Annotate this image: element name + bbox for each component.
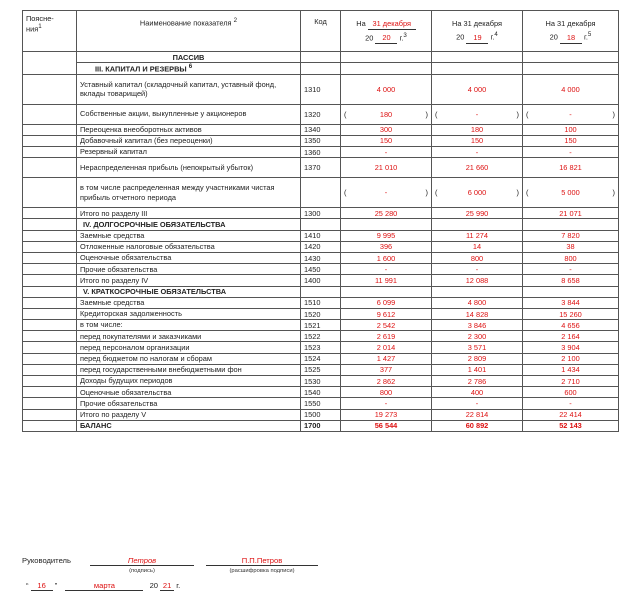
note-cell: [23, 104, 77, 124]
table-row: [23, 252, 619, 263]
value-3: 7 820: [523, 230, 619, 241]
value-2: 2 786: [432, 376, 523, 387]
note-cell: [23, 320, 77, 331]
empty-cell: [523, 286, 619, 297]
row-code: 1360: [301, 147, 341, 158]
col-date2-header: На 31 декабря 20 19 г.$^4$: [432, 11, 523, 52]
value-1: 56 544: [341, 420, 432, 431]
empty-cell: [341, 219, 432, 230]
value-3: -: [523, 147, 619, 158]
section-row: [23, 63, 619, 74]
note-cell: [23, 147, 77, 158]
table-row: [23, 178, 619, 208]
row-name: Прочие обязательства: [77, 398, 301, 409]
note-cell: [23, 398, 77, 409]
table-row: [23, 74, 619, 104]
col-date1-header: На 31 декабря 20 20 г.$^3$: [341, 11, 432, 52]
value-3: -: [523, 398, 619, 409]
note-cell: [23, 158, 77, 178]
row-name: Заемные средства: [77, 297, 301, 308]
note-cell: [23, 308, 77, 319]
value-3: 4 656: [523, 320, 619, 331]
row-code: 1450: [301, 264, 341, 275]
row-name: Добавочный капитал (без переоценки): [77, 135, 301, 146]
note-cell: [23, 241, 77, 252]
head-name: П.П.Петров: [206, 556, 318, 566]
row-name: перед персоналом организации: [77, 342, 301, 353]
value-3: 15 260: [523, 308, 619, 319]
row-name: Переоценка внеоборотных активов: [77, 124, 301, 135]
row-code: 1410: [301, 230, 341, 241]
table-row: [23, 364, 619, 375]
row-code: 1523: [301, 342, 341, 353]
table-row: [23, 241, 619, 252]
head-signature: Петров: [90, 556, 194, 566]
value-2: 21 660: [432, 158, 523, 178]
section-3-title: III. КАПИТАЛ И РЕЗЕРВЫ $^6$: [77, 63, 301, 74]
value-2: 3 571: [432, 342, 523, 353]
table-row: [23, 342, 619, 353]
value-3: ( - ): [523, 104, 619, 124]
value-3: 38: [523, 241, 619, 252]
row-code: 1520: [301, 308, 341, 319]
value-1: 2 862: [341, 376, 432, 387]
section-row: [23, 219, 619, 230]
row-name: Заемные средства: [77, 230, 301, 241]
note-cell: [23, 252, 77, 263]
value-1: 2 014: [341, 342, 432, 353]
section-passive: ПАССИВ: [77, 52, 301, 63]
note-cell: [23, 364, 77, 375]
table-row: [23, 208, 619, 219]
row-code: 1522: [301, 331, 341, 342]
row-code: 1310: [301, 74, 341, 104]
table-row: [23, 409, 619, 420]
row-code: 1524: [301, 353, 341, 364]
row-name: перед покупателями и заказчиками: [77, 331, 301, 342]
section-row: [23, 52, 619, 63]
empty-cell: [301, 286, 341, 297]
row-code: 1525: [301, 364, 341, 375]
note-cell: [23, 286, 77, 297]
note-cell: [23, 208, 77, 219]
row-name: перед бюджетом по налогам и сборам: [77, 353, 301, 364]
row-code: 1340: [301, 124, 341, 135]
balance-table: [22, 10, 619, 432]
note-cell: [23, 124, 77, 135]
note-cell: [23, 178, 77, 208]
table-row: [23, 275, 619, 286]
value-1: 396: [341, 241, 432, 252]
value-3-value: -: [569, 109, 572, 119]
value-3: 150: [523, 135, 619, 146]
value-1: ( 180 ): [341, 104, 432, 124]
value-1: -: [341, 147, 432, 158]
row-name: в том числе:: [77, 320, 301, 331]
row-name: Уставный капитал (складочный капитал, уставный фонд, вклады товарищей): [77, 74, 301, 104]
note-cell: [23, 409, 77, 420]
table-row: [23, 308, 619, 319]
row-code: 1500: [301, 409, 341, 420]
value-3: 21 071: [523, 208, 619, 219]
value-2: 400: [432, 387, 523, 398]
value-1: 21 010: [341, 158, 432, 178]
row-name: Оценочные обязательства: [77, 387, 301, 398]
table-row: [23, 104, 619, 124]
signature-caption: (подпись): [129, 568, 155, 574]
value-2: ( - ): [432, 104, 523, 124]
value-2: 4 000: [432, 74, 523, 104]
col-note-header: Поясне- ния$^1$: [23, 11, 77, 52]
value-1: 11 991: [341, 275, 432, 286]
value-2: 1 401: [432, 364, 523, 375]
balance-sheet: [22, 10, 618, 432]
value-1: 377: [341, 364, 432, 375]
value-3: 800: [523, 252, 619, 263]
value-2: 12 088: [432, 275, 523, 286]
value-1: 25 280: [341, 208, 432, 219]
value-1: 9 612: [341, 308, 432, 319]
table-row: [23, 376, 619, 387]
value-3: 100: [523, 124, 619, 135]
value-1: 2 619: [341, 331, 432, 342]
head-label: Руководитель: [22, 556, 71, 565]
value-3: 3 904: [523, 342, 619, 353]
value-2: 4 800: [432, 297, 523, 308]
value-3: 8 658: [523, 275, 619, 286]
table-row: [23, 398, 619, 409]
row-name: в том числе распределенная между участниками чистая прибыль отчетного периода: [77, 178, 301, 208]
row-name: Оценочные обязательства: [77, 252, 301, 263]
value-3: 52 143: [523, 420, 619, 431]
value-1-value: -: [384, 188, 388, 198]
value-2: 14: [432, 241, 523, 252]
value-3: -: [523, 264, 619, 275]
value-1: ( - ): [341, 178, 432, 208]
empty-cell: [301, 219, 341, 230]
row-code: 1521: [301, 320, 341, 331]
table-row: [23, 147, 619, 158]
value-1: 4 000: [341, 74, 432, 104]
note-cell: [23, 331, 77, 342]
sign-date: “ 16 ” марта 20 21 г.: [26, 581, 181, 590]
value-1: -: [341, 264, 432, 275]
value-1-value: 180: [379, 109, 393, 119]
note-cell: [23, 420, 77, 431]
value-2: -: [432, 398, 523, 409]
table-row: [23, 124, 619, 135]
note-cell: [23, 264, 77, 275]
value-2: 22 814: [432, 409, 523, 420]
value-1: 1 600: [341, 252, 432, 263]
note-cell: [23, 230, 77, 241]
row-code: 1700: [301, 420, 341, 431]
value-3: 22 414: [523, 409, 619, 420]
row-name: Доходы будущих периодов: [77, 376, 301, 387]
value-2: 11 274: [432, 230, 523, 241]
value-1: 150: [341, 135, 432, 146]
row-name: Прочие обязательства: [77, 264, 301, 275]
row-name: Итого по разделу III: [77, 208, 301, 219]
value-1: -: [341, 398, 432, 409]
row-name: Нераспределенная прибыль (непокрытый убыток): [77, 158, 301, 178]
value-2: 2 809: [432, 353, 523, 364]
name-caption: (расшифровка подписи): [229, 568, 295, 574]
note-cell: [23, 387, 77, 398]
note-cell: [23, 297, 77, 308]
section-row: [23, 286, 619, 297]
value-2: 150: [432, 135, 523, 146]
table-row: [23, 353, 619, 364]
note-cell: [23, 135, 77, 146]
row-name: Итого по разделу IV: [77, 275, 301, 286]
row-name: перед государственными внебюджетными фон: [77, 364, 301, 375]
value-1: 800: [341, 387, 432, 398]
table-row: [23, 230, 619, 241]
row-code: 1320: [301, 104, 341, 124]
table-row: [23, 387, 619, 398]
value-2: ( 6 000 ): [432, 178, 523, 208]
note-cell: [23, 275, 77, 286]
row-name: БАЛАНС: [77, 420, 301, 431]
row-code: 1400: [301, 275, 341, 286]
value-2: -: [432, 264, 523, 275]
row-code: 1370: [301, 158, 341, 178]
value-1: 2 542: [341, 320, 432, 331]
empty-cell: [432, 286, 523, 297]
col-name-header: Наименование показателя $^2$: [77, 11, 301, 52]
value-3: 16 821: [523, 158, 619, 178]
value-3: ( 5 000 ): [523, 178, 619, 208]
value-2-value: 6 000: [467, 188, 487, 198]
value-2: 180: [432, 124, 523, 135]
row-code: 1540: [301, 387, 341, 398]
value-3: 2 100: [523, 353, 619, 364]
table-row: [23, 420, 619, 431]
value-3: 1 434: [523, 364, 619, 375]
table-row: [23, 297, 619, 308]
note-cell: [23, 219, 77, 230]
value-2: 60 892: [432, 420, 523, 431]
note-cell: [23, 353, 77, 364]
row-name: Кредиторская задолженность: [77, 308, 301, 319]
value-1: 300: [341, 124, 432, 135]
value-2: 3 846: [432, 320, 523, 331]
section-5-title: V. КРАТКОСРОЧНЫЕ ОБЯЗАТЕЛЬСТВА: [77, 286, 301, 297]
row-code: 1300: [301, 208, 341, 219]
col-code-header: Код: [301, 11, 341, 52]
col-date3-header: На 31 декабря 20 18 г.$^5$: [523, 11, 619, 52]
value-2: 800: [432, 252, 523, 263]
row-code: 1430: [301, 252, 341, 263]
table-row: [23, 135, 619, 146]
value-3: 3 844: [523, 297, 619, 308]
value-3-value: 5 000: [561, 188, 580, 198]
table-row: [23, 264, 619, 275]
value-1: 1 427: [341, 353, 432, 364]
row-name: Собственные акции, выкупленные у акционеров: [77, 104, 301, 124]
row-code: 1530: [301, 376, 341, 387]
value-3: 2 710: [523, 376, 619, 387]
value-1: 6 099: [341, 297, 432, 308]
empty-cell: [341, 286, 432, 297]
value-2: 14 828: [432, 308, 523, 319]
row-code: 1510: [301, 297, 341, 308]
row-name: Резервный капитал: [77, 147, 301, 158]
note-cell: [23, 74, 77, 104]
row-code: 1420: [301, 241, 341, 252]
row-code: 1350: [301, 135, 341, 146]
table-row: [23, 158, 619, 178]
empty-cell: [432, 219, 523, 230]
value-3: 2 164: [523, 331, 619, 342]
value-1: 9 995: [341, 230, 432, 241]
row-name: Отложенные налоговые обязательства: [77, 241, 301, 252]
value-2-value: -: [475, 109, 479, 119]
row-code: 1550: [301, 398, 341, 409]
value-2: 25 990: [432, 208, 523, 219]
note-cell: [23, 342, 77, 353]
row-code: [301, 178, 341, 208]
value-2: -: [432, 147, 523, 158]
table-header: [23, 11, 619, 52]
value-1: 19 273: [341, 409, 432, 420]
value-3: 600: [523, 387, 619, 398]
table-row: [23, 331, 619, 342]
note-cell: [23, 376, 77, 387]
section-4-title: IV. ДОЛГОСРОЧНЫЕ ОБЯЗАТЕЛЬСТВА: [77, 219, 301, 230]
table-row: [23, 320, 619, 331]
row-name: Итого по разделу V: [77, 409, 301, 420]
value-2: 2 300: [432, 331, 523, 342]
empty-cell: [523, 219, 619, 230]
value-3: 4 000: [523, 74, 619, 104]
